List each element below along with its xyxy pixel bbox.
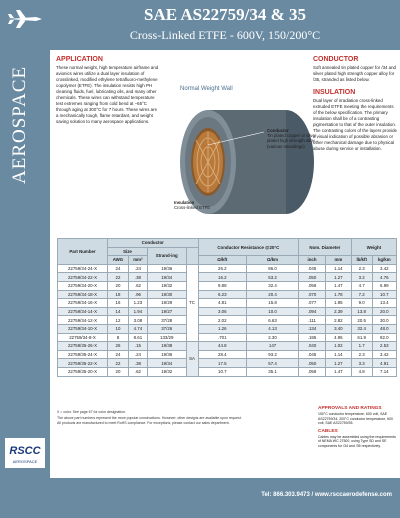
cell-mm2: .24 <box>128 350 147 359</box>
table-row <box>58 273 397 282</box>
cell-part-number: 22759/34-16-X <box>58 299 108 308</box>
cell-awg: 26 <box>108 342 129 351</box>
cell-ohm-km: 32.4 <box>247 281 299 290</box>
cell-mm: 1.14 <box>325 350 351 359</box>
cell-awg: 20 <box>108 281 129 290</box>
application-text: These normal weight, high temperature airframe and avionics wires utilize a dual layer insulation of crosslinked, modified ethylene tetrafluoro-methylene copolymer (ETFE). The insulation resists high PH cleaning fluids, fuel, lubricating oils, and many other chemicals. These wires can withstand temperature test extremes ranging from cold bend at −65°C through aging at 300°C for 7 hours. These wires are a mechanically tough, flame retardant, and weight saving solution to many aerospace applications. <box>56 65 159 124</box>
page-footer <box>50 478 400 518</box>
cell-inch: .111 <box>299 316 326 325</box>
cell-lb-kft: 2.3 <box>351 350 372 359</box>
note-color: X = color. See page 67 for color designation. <box>57 410 126 414</box>
cell-inch: .070 <box>299 290 326 299</box>
cell-awg: 24 <box>108 350 129 359</box>
approvals-text: 150°C conductor temperature, 600 volt, SAE AS22759/34. 200°C conductor temperature, 600 volt, SAE AS22759/35. <box>318 412 393 426</box>
cell-awg: 10 <box>108 324 129 333</box>
header-awg: AWG <box>108 256 129 265</box>
table-row <box>58 299 397 308</box>
cell-lb-kft: 13.8 <box>351 307 372 316</box>
insulation-callout <box>174 200 214 210</box>
cell-mm: 4.95 <box>325 333 351 342</box>
cell-material: SA <box>186 342 198 376</box>
cell-inch: .050 <box>299 359 326 368</box>
cell-ohm-kft: 16.2 <box>198 273 246 282</box>
cell-stranding: 19/36 <box>147 350 186 359</box>
cell-ohm-km: 86.0 <box>247 264 299 273</box>
cell-mm2: 4.74 <box>128 324 147 333</box>
cell-stranding: 19/32 <box>147 281 186 290</box>
header-mm2: mm² <box>128 256 147 265</box>
cell-ohm-km: 15.8 <box>247 299 299 308</box>
cell-material: TC <box>186 264 198 341</box>
cell-stranding: 19/30 <box>147 290 186 299</box>
cell-mm2: 1.94 <box>128 307 147 316</box>
cell-part-number: 22759/34-20-X <box>58 281 108 290</box>
cell-lb-kft: 4.7 <box>351 281 372 290</box>
cell-ohm-kft: 3.06 <box>198 307 246 316</box>
cell-part-number: 22759/34-8-X <box>58 333 108 342</box>
header-ohm-kft: Ω/kft <box>198 256 246 265</box>
cell-kg-km: 7.14 <box>372 367 396 376</box>
cell-part-number: 22759/34-12-X <box>58 316 108 325</box>
cell-ohm-km: 4.13 <box>247 324 299 333</box>
application-heading: APPLICATION <box>56 56 103 63</box>
sidebar <box>0 0 50 518</box>
cell-mm2: .24 <box>128 264 147 273</box>
cell-lb-kft: 3.3 <box>351 359 372 368</box>
cell-awg: 24 <box>108 264 129 273</box>
cell-inch: .045 <box>299 264 326 273</box>
cell-ohm-kft: 26.2 <box>198 264 246 273</box>
cell-ohm-km: 93.2 <box>247 350 299 359</box>
header-weight: Weight <box>351 239 396 256</box>
cell-lb-kft: 61.9 <box>351 333 372 342</box>
cell-mm: 1.95 <box>325 299 351 308</box>
note-constructions: The above part numbers represent the more popular constructions. However, other designs are available upon request. <box>57 415 242 420</box>
cell-part-number: 22759/34-24-X <box>58 264 108 273</box>
page-title: SAE AS22759/34 & 35 <box>144 5 306 24</box>
cell-part-number: 22759/35-26-X <box>58 342 108 351</box>
cell-lb-kft: 2.3 <box>351 264 372 273</box>
header-kg-km: kg/km <box>372 256 396 265</box>
cell-mm2: .62 <box>128 281 147 290</box>
cell-lb-kft: 20.5 <box>351 316 372 325</box>
table-row <box>58 367 397 376</box>
cell-awg: 18 <box>108 290 129 299</box>
cell-kg-km: 30.0 <box>372 316 396 325</box>
cell-kg-km: 6.99 <box>372 281 396 290</box>
cell-mm: 1.27 <box>325 359 351 368</box>
header-size: Size <box>108 247 148 256</box>
cell-ohm-km: 2.30 <box>247 333 299 342</box>
cell-ohm-kft: 4.81 <box>198 299 246 308</box>
application-section <box>56 56 160 125</box>
conductor-heading: CONDUCTOR <box>313 56 359 63</box>
cell-part-number: 22759/34-10-X <box>58 324 108 333</box>
cell-mm: 1.47 <box>325 367 351 376</box>
cell-awg: 16 <box>108 299 129 308</box>
insulation-text: Dual layer of irradiation cross-linked extruded ETFE meeting the requirements of the below specification. The primary insulation shall be of a contrasting pigmentation to that of the outer insulation. The contrasting colors of the layers provide a visual indication of possible abrasion or other mechanical damage due to physical abuse during service or installation. <box>313 98 397 151</box>
table-row <box>58 359 397 368</box>
cell-awg: 14 <box>108 307 129 316</box>
cell-kg-km: 2.53 <box>372 342 396 351</box>
cell-stranding: 19/38 <box>147 342 186 351</box>
cell-mm2: 3.08 <box>128 316 147 325</box>
header-part: Part Number <box>58 239 108 265</box>
cell-ohm-km: 147 <box>247 342 299 351</box>
cell-awg: 22 <box>108 273 129 282</box>
cell-mm: 3.40 <box>325 324 351 333</box>
cell-stranding: 133/29 <box>147 333 186 342</box>
cell-awg: 20 <box>108 367 129 376</box>
table-row <box>58 324 397 333</box>
approvals-heading: APPROVALS AND RATINGS <box>318 406 382 411</box>
cell-part-number: 22759/35-24-X <box>58 350 108 359</box>
cell-lb-kft: 32.4 <box>351 324 372 333</box>
cell-mm: 2.39 <box>325 307 351 316</box>
cell-ohm-kft: 44.8 <box>198 342 246 351</box>
cell-ohm-kft: 6.23 <box>198 290 246 299</box>
table-row <box>58 307 397 316</box>
insulation-heading: INSULATION <box>313 89 356 96</box>
cell-stranding: 37/26 <box>147 324 186 333</box>
cell-stranding: 19/29 <box>147 299 186 308</box>
cell-mm2: .96 <box>128 290 147 299</box>
specifications-table <box>57 238 397 377</box>
cell-kg-km: 3.42 <box>372 264 396 273</box>
page-subtitle: Cross-Linked ETFE - 600V, 150/200°C <box>129 28 321 42</box>
header-diameter: Nom. Diameter <box>299 239 352 256</box>
cell-lb-kft: 3.2 <box>351 273 372 282</box>
cell-awg: 12 <box>108 316 129 325</box>
cell-mm2: .62 <box>128 367 147 376</box>
header-ohm-km: Ω/km <box>247 256 299 265</box>
cell-inch: .040 <box>299 342 326 351</box>
cell-kg-km: 10.7 <box>372 290 396 299</box>
cell-mm: 2.82 <box>325 316 351 325</box>
cell-part-number: 22759/34-22-X <box>58 273 108 282</box>
cell-ohm-kft: 2.02 <box>198 316 246 325</box>
svg-text:AEROSPACE: AEROSPACE <box>12 459 38 464</box>
cell-ohm-kft: .701 <box>198 333 246 342</box>
page-header <box>50 0 400 50</box>
cell-lb-kft: 7.2 <box>351 290 372 299</box>
cell-ohm-km: 35.1 <box>247 367 299 376</box>
header-lb-kft: lb/kft <box>351 256 372 265</box>
table-row <box>58 264 397 273</box>
cell-inch: .058 <box>299 281 326 290</box>
cell-lb-kft: 9.0 <box>351 299 372 308</box>
cell-mm: 1.78 <box>325 290 351 299</box>
cell-mm: 1.14 <box>325 264 351 273</box>
footer-contact: Tel: 866.303.9473 / www.rsccaerodefense.com <box>261 492 392 498</box>
diagram-title: Normal Weight Wall <box>180 86 233 92</box>
header-inch: inch <box>299 256 326 265</box>
cell-kg-km: 92.0 <box>372 333 396 342</box>
cell-ohm-kft: 17.5 <box>198 359 246 368</box>
cell-kg-km: 48.0 <box>372 324 396 333</box>
cell-mm2: 1.23 <box>128 299 147 308</box>
table-row <box>58 333 397 342</box>
header-resistance: Conductor Resistance @20°C <box>198 239 299 256</box>
cell-stranding: 19/27 <box>147 307 186 316</box>
cell-kg-km: 20.0 <box>372 307 396 316</box>
cell-ohm-kft: 10.7 <box>198 367 246 376</box>
cell-ohm-km: 6.63 <box>247 316 299 325</box>
right-column <box>313 56 397 158</box>
cell-lb-kft: 1.7 <box>351 342 372 351</box>
cell-stranding: 19/36 <box>147 264 186 273</box>
cell-mm2: .38 <box>128 273 147 282</box>
cell-awg: 8 <box>108 333 129 342</box>
cell-part-number: 22759/34-14-X <box>58 307 108 316</box>
cell-mm: 1.27 <box>325 273 351 282</box>
cell-part-number: 22759/35-20-X <box>58 367 108 376</box>
cables-heading: CABLES <box>318 428 338 434</box>
cell-ohm-kft: 1.26 <box>198 324 246 333</box>
cell-inch: .195 <box>299 333 326 342</box>
cell-inch: .134 <box>299 324 326 333</box>
conductor-callout-heading: Conductor <box>267 128 289 133</box>
cell-inch: .094 <box>299 307 326 316</box>
insulation-callout-heading: Insulation <box>174 200 195 205</box>
cell-kg-km: 3.42 <box>372 350 396 359</box>
conductor-text: Soft annealed tin plated copper for /34 and silver plated high strength copper alloy for /35, stranded as listed below. <box>313 65 396 82</box>
approvals-section <box>318 406 396 452</box>
conductor-callout-text: Tin plated copper or silver plated high strength alloy (various strandings) <box>267 133 317 149</box>
cell-part-number: 22759/35-22-X <box>58 359 108 368</box>
table-row <box>58 290 397 299</box>
cell-kg-km: 13.4 <box>372 299 396 308</box>
conductor-callout <box>267 128 319 149</box>
cell-part-number: 22759/34-18-X <box>58 290 108 299</box>
cell-ohm-km: 57.4 <box>247 359 299 368</box>
svg-text:RSCC: RSCC <box>9 445 41 457</box>
cell-ohm-km: 20.4 <box>247 290 299 299</box>
cell-mm2: .15 <box>128 342 147 351</box>
table-row <box>58 281 397 290</box>
cell-kg-km: 4.91 <box>372 359 396 368</box>
cell-awg: 22 <box>108 359 129 368</box>
table-row <box>58 350 397 359</box>
cell-stranding: 19/32 <box>147 367 186 376</box>
cell-inch: .077 <box>299 299 326 308</box>
cell-inch: .045 <box>299 350 326 359</box>
cell-stranding: 19/34 <box>147 359 186 368</box>
cell-ohm-km: 10.0 <box>247 307 299 316</box>
cell-mm2: .38 <box>128 359 147 368</box>
table-row <box>58 316 397 325</box>
cell-stranding: 19/34 <box>147 273 186 282</box>
rscc-logo <box>3 432 47 474</box>
insulation-callout-text: Cross-linked ETFE <box>174 205 211 211</box>
header-stranding: Strand-ing <box>147 247 186 264</box>
cell-kg-km: 4.76 <box>372 273 396 282</box>
header-mm: mm <box>325 256 351 265</box>
table-row <box>58 342 397 351</box>
table-notes <box>57 410 257 427</box>
header-material <box>186 247 198 264</box>
cell-ohm-kft: 28.4 <box>198 350 246 359</box>
cell-lb-kft: 4.8 <box>351 367 372 376</box>
note-rohs: All products are manufactured to meet RoHS compliance. For exceptions, please contact our sales department. <box>57 421 230 425</box>
cell-mm: 1.47 <box>325 281 351 290</box>
cell-ohm-km: 53.2 <box>247 273 299 282</box>
sidebar-vertical-title: AEROSPACE <box>9 65 30 185</box>
cell-mm: 1.02 <box>325 342 351 351</box>
cell-stranding: 37/28 <box>147 316 186 325</box>
header-conductor: Conductor <box>108 239 199 248</box>
cell-inch: .050 <box>299 273 326 282</box>
cables-text: Cables may be assembled using the requirements of NEMA WC 27500, using Type SD and SE components for /34 and /35 respectively. <box>318 434 396 448</box>
airplane-icon <box>6 8 44 30</box>
cell-ohm-kft: 9.88 <box>198 281 246 290</box>
cell-mm2: 8.61 <box>128 333 147 342</box>
table-body <box>58 264 397 376</box>
cell-inch: .058 <box>299 367 326 376</box>
